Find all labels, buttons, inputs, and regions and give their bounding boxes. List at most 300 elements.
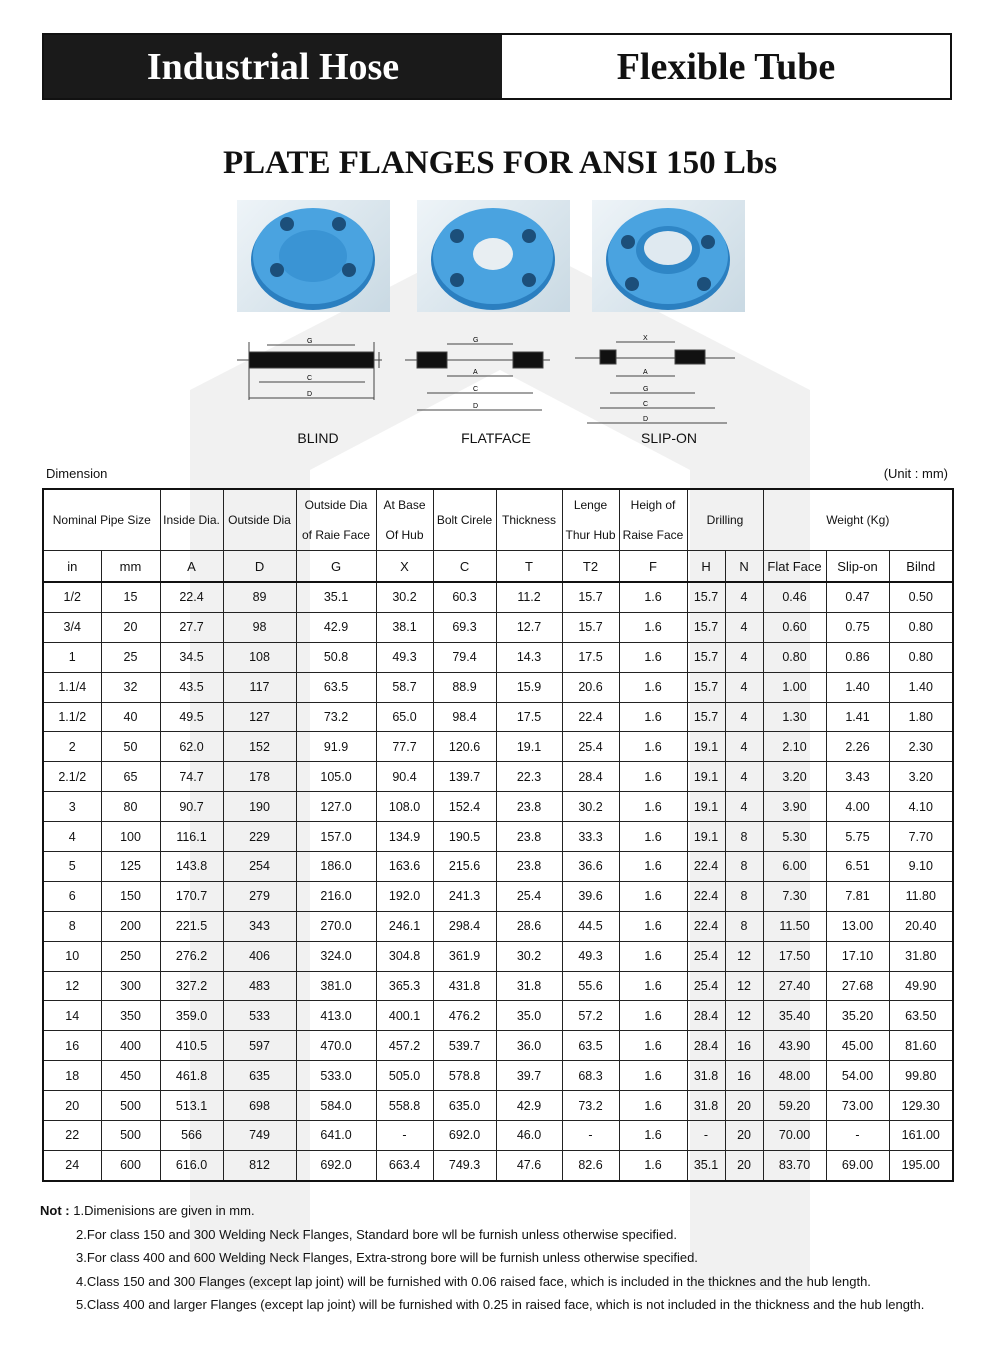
table-cell: 0.47 [826, 582, 889, 612]
table-cell: 3.43 [826, 762, 889, 792]
table-cell: 8 [725, 852, 763, 882]
table-cell: 12 [43, 971, 101, 1001]
table-cell: 16 [725, 1061, 763, 1091]
table-cell: 2.26 [826, 732, 889, 762]
table-cell: 17.5 [496, 702, 562, 732]
header-raise-face-dia: Outside Dia of Raie Face [296, 489, 376, 551]
subheader-cell: Bilnd [889, 551, 953, 583]
table-cell: 77.7 [376, 732, 433, 762]
table-cell: 186.0 [296, 852, 376, 882]
table-cell: 69.3 [433, 612, 496, 642]
table-cell: 304.8 [376, 941, 433, 971]
table-cell: 1.1/2 [43, 702, 101, 732]
table-cell: 641.0 [296, 1121, 376, 1151]
table-cell: 8 [725, 822, 763, 852]
subheader-cell: N [725, 551, 763, 583]
slipon-flange-photo [592, 200, 745, 312]
note-item: 1.Dimenisions are given in mm. [73, 1203, 255, 1218]
table-cell: 36.6 [562, 852, 619, 882]
table-row [43, 971, 953, 1001]
table-cell: 6.00 [763, 852, 826, 882]
table-cell: 143.8 [160, 852, 223, 882]
table-cell: 192.0 [376, 881, 433, 911]
table-cell: 2.10 [763, 732, 826, 762]
table-cell: 25 [101, 642, 160, 672]
table-cell: 200 [101, 911, 160, 941]
table-cell: 500 [101, 1121, 160, 1151]
table-cell: 1.6 [619, 732, 687, 762]
table-cell: 23.8 [496, 822, 562, 852]
header-outside-dia: Outside Dia [223, 489, 296, 551]
table-cell: 11.80 [889, 881, 953, 911]
table-cell: 74.7 [160, 762, 223, 792]
table-cell: 359.0 [160, 1001, 223, 1031]
table-cell: 36.0 [496, 1031, 562, 1061]
table-cell: 23.8 [496, 852, 562, 882]
table-row [43, 881, 953, 911]
table-cell: 50.8 [296, 642, 376, 672]
table-cell: 134.9 [376, 822, 433, 852]
subheader-cell: H [687, 551, 725, 583]
page-title: PLATE FLANGES FOR ANSI 150 Lbs [222, 145, 778, 181]
flatface-diagram [405, 330, 555, 425]
table-cell: 1.6 [619, 612, 687, 642]
table-cell: 3/4 [43, 612, 101, 642]
subheader-cell: in [43, 551, 101, 583]
table-cell: 1.80 [889, 702, 953, 732]
table-cell: 30.2 [496, 941, 562, 971]
table-cell: 4.00 [826, 792, 889, 822]
table-cell: 558.8 [376, 1091, 433, 1121]
table-cell: 533.0 [296, 1061, 376, 1091]
table-cell: 0.80 [763, 642, 826, 672]
table-cell: - [562, 1121, 619, 1151]
table-cell: 44.5 [562, 911, 619, 941]
table-cell: 365.3 [376, 971, 433, 1001]
table-cell: 14.3 [496, 642, 562, 672]
table-cell: 413.0 [296, 1001, 376, 1031]
table-cell: 7.30 [763, 881, 826, 911]
table-cell: 1.1/4 [43, 672, 101, 702]
table-cell: 812 [223, 1150, 296, 1180]
table-cell: 279 [223, 881, 296, 911]
table-row [43, 1031, 953, 1061]
table-cell: 406 [223, 941, 296, 971]
table-cell: 461.8 [160, 1061, 223, 1091]
table-cell: 15.7 [687, 612, 725, 642]
table-cell: 1.6 [619, 822, 687, 852]
table-row [43, 762, 953, 792]
header-length-thru-hub: Lenge Thur Hub [562, 489, 619, 551]
table-cell: 327.2 [160, 971, 223, 1001]
table-cell: 8 [725, 911, 763, 941]
slipon-diagram [575, 330, 760, 430]
table-cell: 4 [725, 762, 763, 792]
table-cell: 381.0 [296, 971, 376, 1001]
table-cell: 49.90 [889, 971, 953, 1001]
table-cell: 28.6 [496, 911, 562, 941]
table-cell: 82.6 [562, 1150, 619, 1180]
subheader-cell: A [160, 551, 223, 583]
table-cell: 15.7 [562, 582, 619, 612]
table-cell: 20 [43, 1091, 101, 1121]
table-cell: 431.8 [433, 971, 496, 1001]
table-cell: 350 [101, 1001, 160, 1031]
table-cell: 513.1 [160, 1091, 223, 1121]
header-flexible-tube: Flexible Tube [502, 35, 950, 98]
table-cell: 1.6 [619, 702, 687, 732]
table-cell: 25.4 [562, 732, 619, 762]
table-cell: 63.5 [562, 1031, 619, 1061]
table-cell: 120.6 [433, 732, 496, 762]
table-cell: 597 [223, 1031, 296, 1061]
table-cell: 300 [101, 971, 160, 1001]
table-cell: 600 [101, 1150, 160, 1180]
table-cell: 33.3 [562, 822, 619, 852]
table-cell: 20 [101, 612, 160, 642]
table-row [43, 1001, 953, 1031]
table-cell: 150 [101, 881, 160, 911]
table-cell: 566 [160, 1121, 223, 1151]
table-cell: 35.40 [763, 1001, 826, 1031]
table-cell: 361.9 [433, 941, 496, 971]
table-cell: 2 [43, 732, 101, 762]
svg-text:G: G [307, 338, 313, 345]
table-cell: 25.4 [496, 881, 562, 911]
blind-diagram [237, 330, 387, 425]
table-cell: 16 [43, 1031, 101, 1061]
table-cell: 0.75 [826, 612, 889, 642]
svg-text:X: X [643, 335, 648, 342]
table-cell: 4 [725, 702, 763, 732]
table-cell: 195.00 [889, 1150, 953, 1180]
flange-diagrams [0, 330, 1000, 425]
header-bolt-circle: Bolt Cirele [433, 489, 496, 551]
table-cell: 55.6 [562, 971, 619, 1001]
header-weight: Weight (Kg) [763, 489, 953, 551]
table-cell: 13.00 [826, 911, 889, 941]
table-cell: 663.4 [376, 1150, 433, 1180]
table-cell: - [376, 1121, 433, 1151]
svg-text:G: G [473, 337, 479, 344]
table-cell: 27.40 [763, 971, 826, 1001]
svg-text:C: C [473, 386, 479, 393]
table-cell: 28.4 [687, 1031, 725, 1061]
table-cell: 7.81 [826, 881, 889, 911]
table-cell: 250 [101, 941, 160, 971]
table-cell: 31.8 [687, 1091, 725, 1121]
table-cell: 1.40 [826, 672, 889, 702]
table-cell: 15.7 [687, 642, 725, 672]
table-cell: 28.4 [687, 1001, 725, 1031]
table-cell: 73.00 [826, 1091, 889, 1121]
table-cell: 1.40 [889, 672, 953, 702]
table-cell: 12 [725, 971, 763, 1001]
table-row [43, 792, 953, 822]
table-row [43, 642, 953, 672]
table-cell: 457.2 [376, 1031, 433, 1061]
table-cell: 11.2 [496, 582, 562, 612]
table-cell: 1.6 [619, 762, 687, 792]
table-cell: 70.00 [763, 1121, 826, 1151]
table-cell: 483 [223, 971, 296, 1001]
table-cell: 15.7 [687, 582, 725, 612]
table-cell: 39.6 [562, 881, 619, 911]
table-cell: 0.86 [826, 642, 889, 672]
table-cell: 73.2 [562, 1091, 619, 1121]
note-item: 3.For class 400 and 600 Welding Neck Flanges, Extra-strong bore will be furnish unless otherwise specified. [76, 1250, 698, 1265]
table-cell: 1.6 [619, 672, 687, 702]
table-cell: 19.1 [687, 792, 725, 822]
table-cell: 17.5 [562, 642, 619, 672]
table-cell: 99.80 [889, 1061, 953, 1091]
table-cell: 616.0 [160, 1150, 223, 1180]
subheader-cell: X [376, 551, 433, 583]
table-row [43, 1150, 953, 1180]
header-thickness: Thickness [496, 489, 562, 551]
subheader-cell: Flat Face [763, 551, 826, 583]
table-row [43, 1061, 953, 1091]
table-cell: 152.4 [433, 792, 496, 822]
table-cell: 30.2 [376, 582, 433, 612]
table-cell: 105.0 [296, 762, 376, 792]
table-cell: 692.0 [433, 1121, 496, 1151]
table-cell: 343 [223, 911, 296, 941]
table-cell: 0.80 [889, 612, 953, 642]
table-cell: 65.0 [376, 702, 433, 732]
table-cell: 88.9 [433, 672, 496, 702]
table-cell: 22 [43, 1121, 101, 1151]
table-cell: 12.7 [496, 612, 562, 642]
table-cell: 31.8 [687, 1061, 725, 1091]
table-cell: 1.6 [619, 792, 687, 822]
table-cell: 42.9 [296, 612, 376, 642]
table-cell: 65 [101, 762, 160, 792]
header-industrial-hose: Industrial Hose [44, 35, 502, 98]
svg-text:G: G [643, 386, 649, 393]
table-cell: 1.41 [826, 702, 889, 732]
table-cell: 9.10 [889, 852, 953, 882]
table-cell: 15.7 [687, 702, 725, 732]
table-cell: 400 [101, 1031, 160, 1061]
table-cell: 98.4 [433, 702, 496, 732]
table-row [43, 672, 953, 702]
table-cell: 19.1 [496, 732, 562, 762]
table-cell: - [687, 1121, 725, 1151]
table-cell: 25.4 [687, 971, 725, 1001]
table-row [43, 941, 953, 971]
table-cell: 30.2 [562, 792, 619, 822]
table-cell: 58.7 [376, 672, 433, 702]
table-row [43, 1091, 953, 1121]
table-cell: 4 [725, 792, 763, 822]
table-cell: 1.6 [619, 971, 687, 1001]
table-cell: 54.00 [826, 1061, 889, 1091]
table-cell: 46.0 [496, 1121, 562, 1151]
table-cell: 476.2 [433, 1001, 496, 1031]
table-cell: 19.1 [687, 732, 725, 762]
table-cell: 190.5 [433, 822, 496, 852]
subheader-cell: T2 [562, 551, 619, 583]
header-base-of-hub: At Base Of Hub [376, 489, 433, 551]
table-cell: 116.1 [160, 822, 223, 852]
table-cell: 1/2 [43, 582, 101, 612]
table-cell: 1.6 [619, 582, 687, 612]
table-cell: 215.6 [433, 852, 496, 882]
table-cell: 43.5 [160, 672, 223, 702]
table-cell: 31.8 [496, 971, 562, 1001]
table-cell: 163.6 [376, 852, 433, 882]
table-cell: 24 [43, 1150, 101, 1180]
flatface-flange-photo [417, 200, 570, 312]
table-cell: 246.1 [376, 911, 433, 941]
table-row [43, 612, 953, 642]
table-row [43, 911, 953, 941]
table-cell: 1.6 [619, 852, 687, 882]
table-cell: 3.20 [763, 762, 826, 792]
table-cell: 5.30 [763, 822, 826, 852]
table-cell: 17.10 [826, 941, 889, 971]
table-cell: 49.3 [376, 642, 433, 672]
table-cell: 38.1 [376, 612, 433, 642]
header-height-raise-face: Heigh of Raise Face [619, 489, 687, 551]
table-cell: 692.0 [296, 1150, 376, 1180]
subheader-cell: Slip-on [826, 551, 889, 583]
table-cell: 40 [101, 702, 160, 732]
table-cell: 20 [725, 1091, 763, 1121]
svg-text:D: D [643, 416, 649, 423]
table-cell: 698 [223, 1091, 296, 1121]
table-cell: 127 [223, 702, 296, 732]
table-cell: 47.6 [496, 1150, 562, 1180]
table-cell: 39.7 [496, 1061, 562, 1091]
table-cell: 22.4 [687, 852, 725, 882]
table-cell: 139.7 [433, 762, 496, 792]
table-cell: 50 [101, 732, 160, 762]
table-cell: 584.0 [296, 1091, 376, 1121]
table-cell: 10 [43, 941, 101, 971]
table-cell: 69.00 [826, 1150, 889, 1180]
subheader-cell: F [619, 551, 687, 583]
table-cell: 35.20 [826, 1001, 889, 1031]
table-cell: 117 [223, 672, 296, 702]
table-cell: 11.50 [763, 911, 826, 941]
table-cell: 1.6 [619, 881, 687, 911]
table-cell: 19.1 [687, 822, 725, 852]
flange-spec-table [42, 488, 954, 1182]
table-cell: 127.0 [296, 792, 376, 822]
table-cell: 324.0 [296, 941, 376, 971]
table-cell: 533 [223, 1001, 296, 1031]
subheader-cell: T [496, 551, 562, 583]
svg-text:A: A [473, 369, 478, 376]
table-cell: 241.3 [433, 881, 496, 911]
table-cell: 1.6 [619, 642, 687, 672]
table-cell: 20.6 [562, 672, 619, 702]
table-cell: 4 [43, 822, 101, 852]
blind-label: BLIND [297, 430, 339, 446]
table-cell: 60.3 [433, 582, 496, 612]
note-item: 2.For class 150 and 300 Welding Neck Flanges, Standard bore wll be furnish unless otherwise specified. [76, 1226, 677, 1242]
table-cell: 1.6 [619, 1061, 687, 1091]
slipon-label: SLIP-ON [640, 430, 697, 446]
subheader-cell: G [296, 551, 376, 583]
table-cell: 83.70 [763, 1150, 826, 1180]
table-cell: 28.4 [562, 762, 619, 792]
table-cell: 20 [725, 1121, 763, 1151]
table-cell: 80 [101, 792, 160, 822]
table-cell: 35.1 [687, 1150, 725, 1180]
table-row [43, 582, 953, 612]
table-cell: 5.75 [826, 822, 889, 852]
table-cell: 4 [725, 642, 763, 672]
table-cell: 221.5 [160, 911, 223, 941]
table-cell: 31.80 [889, 941, 953, 971]
table-cell: 22.4 [687, 881, 725, 911]
svg-text:D: D [473, 403, 479, 410]
table-cell: 6.51 [826, 852, 889, 882]
table-cell: 108 [223, 642, 296, 672]
table-cell: 79.4 [433, 642, 496, 672]
table-cell: 14 [43, 1001, 101, 1031]
table-cell: 2.1/2 [43, 762, 101, 792]
table-row [43, 852, 953, 882]
table-cell: 410.5 [160, 1031, 223, 1061]
table-cell: 15.9 [496, 672, 562, 702]
table-cell: 34.5 [160, 642, 223, 672]
table-cell: 15 [101, 582, 160, 612]
table-cell: 157.0 [296, 822, 376, 852]
table-cell: 19.1 [687, 762, 725, 792]
blind-flange-photo [237, 200, 390, 312]
table-cell: 450 [101, 1061, 160, 1091]
unit-label: (Unit : mm) [883, 466, 948, 481]
table-cell: 23.8 [496, 792, 562, 822]
table-cell: 1 [43, 642, 101, 672]
table-cell: 4 [725, 612, 763, 642]
table-cell: 48.00 [763, 1061, 826, 1091]
table-cell: 25.4 [687, 941, 725, 971]
table-cell: 229 [223, 822, 296, 852]
table-cell: 635.0 [433, 1091, 496, 1121]
table-cell: 22.4 [160, 582, 223, 612]
table-cell: 45.00 [826, 1031, 889, 1061]
table-cell: 12 [725, 1001, 763, 1031]
svg-text:C: C [307, 375, 313, 382]
table-cell: 152 [223, 732, 296, 762]
table-row [43, 1121, 953, 1151]
table-row [43, 702, 953, 732]
table-cell: 161.00 [889, 1121, 953, 1151]
table-cell: 35.0 [496, 1001, 562, 1031]
table-cell: 8 [725, 881, 763, 911]
table-cell: - [826, 1121, 889, 1151]
table-cell: 22.3 [496, 762, 562, 792]
table-cell: 216.0 [296, 881, 376, 911]
table-cell: 8 [43, 911, 101, 941]
table-cell: 15.7 [687, 672, 725, 702]
header-banner [42, 33, 952, 100]
flatface-label: FLATFACE [461, 430, 531, 446]
table-cell: 270.0 [296, 911, 376, 941]
table-cell: 125 [101, 852, 160, 882]
table-cell: 3.20 [889, 762, 953, 792]
svg-text:D: D [307, 391, 313, 398]
table-cell: 1.6 [619, 1150, 687, 1180]
table-cell: 22.4 [687, 911, 725, 941]
table-cell: 1.6 [619, 911, 687, 941]
header-nominal-pipe-size: Nominal Pipe Size [43, 489, 160, 551]
